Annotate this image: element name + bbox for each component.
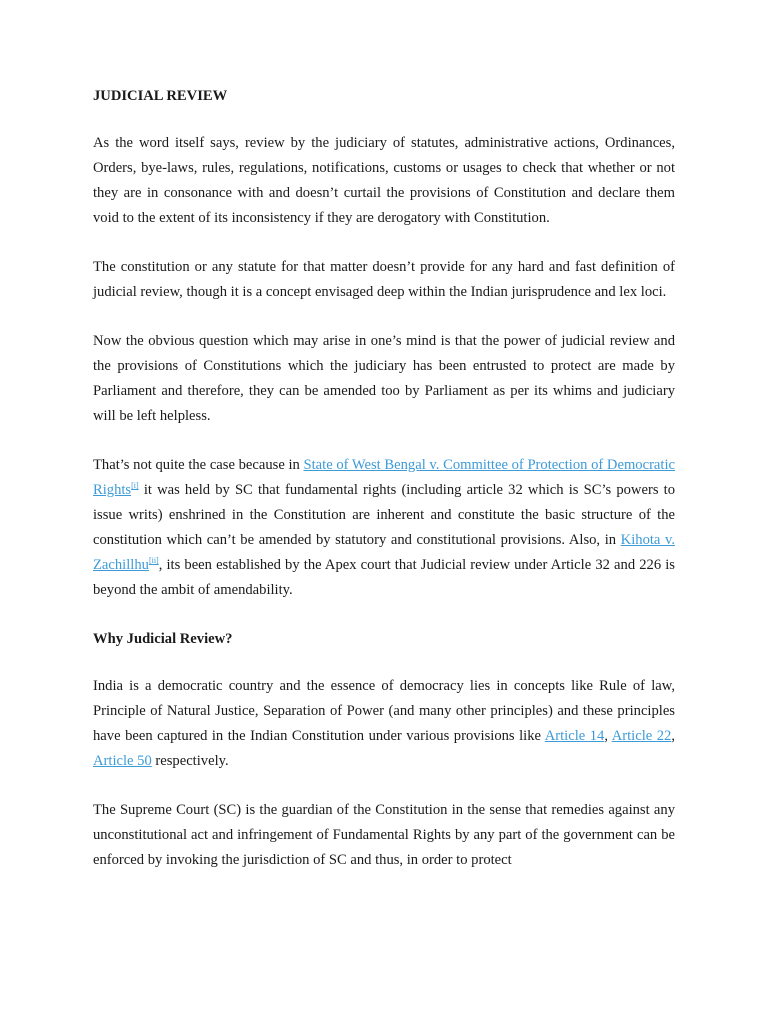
separator: ,	[604, 728, 612, 744]
paragraph-supreme-court: The Supreme Court (SC) is the guardian of the Constitution in the sense that remedies against any unconstitutional act and infringement of Fundamental Rights by any part of the government can be enforced by invoking the jurisdiction of SC and thus, in order to protect	[93, 802, 675, 868]
paragraph-text: respectively.	[151, 753, 229, 769]
link-article-14[interactable]: Article 14	[544, 728, 605, 744]
paragraph-no-definition: The constitution or any statute for that matter doesn’t provide for any hard and fast definition of judicial review, though it is a concept envisaged deep within the Indian jurisprudence and lex loci.	[93, 259, 675, 300]
paragraph-definition: As the word itself says, review by the judiciary of statutes, administrative actions, Ordinances, Orders, bye-laws, rules, regulations, notifications, customs or usages to check that whether or not they are in consonance with and doesn’t curtail the provisions of Constitution and declare them void to the extent of its inconsistency if they are derogatory with Constitution.	[93, 135, 675, 226]
paragraph-text: That’s not quite the case because in	[93, 457, 304, 473]
paragraph-case-law	[93, 453, 675, 603]
link-article-50[interactable]: Article 50	[93, 753, 152, 769]
document-page	[93, 84, 675, 897]
footnote-link-1[interactable]: [i]	[131, 481, 139, 491]
footnote-ref-1[interactable]	[131, 481, 139, 490]
paragraph-text: , its been established by the Apex court that Judicial review under Article 32 and 226 is beyond the ambit of amendability.	[93, 557, 675, 598]
document-title: JUDICIAL REVIEW	[93, 88, 228, 104]
footnote-link-2[interactable]: [ii]	[148, 556, 159, 566]
footnote-ref-2[interactable]	[149, 556, 159, 565]
section-heading-why-judicial-review: Why Judicial Review?	[93, 631, 233, 647]
paragraph-democracy	[93, 674, 675, 774]
separator: ,	[671, 728, 676, 744]
paragraph-text: it was held by SC that fundamental rights (including article 32 which is SC’s powers to issue writs) enshrined in the Constitution are inherent and constitute the basic structure of the constitution which can’t be amended by statutory and constitutional provisions. Also, in	[93, 482, 675, 548]
link-article-22[interactable]: Article 22	[611, 728, 672, 744]
link-state-of-west-bengal[interactable]: State of West Bengal v. Committee of Protection of Democratic Rights	[93, 457, 675, 498]
paragraph-obvious-question: Now the obvious question which may arise in one’s mind is that the power of judicial review and the provisions of Constitutions which the judiciary has been entrusted to protect are made by Parliament and therefore, they can be amended too by Parliament as per its whims and judiciary will be left helpless.	[93, 333, 675, 424]
paragraph-text: India is a democratic country and the essence of democracy lies in concepts like Rule of law, Principle of Natural Justice, Separation of Power (and many other principles) and these principles have been captured in the Indian Constitution under various provisions like	[93, 678, 675, 744]
link-kihota-v-zachillhu[interactable]: Kihota v. Zachillhu	[93, 532, 675, 573]
